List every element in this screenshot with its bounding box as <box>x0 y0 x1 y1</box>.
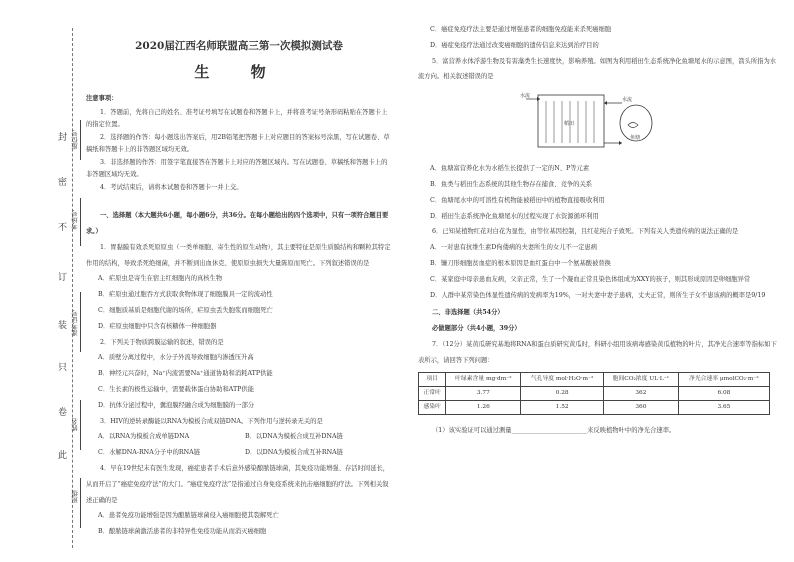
seat-number-line <box>80 120 81 160</box>
binding-margin <box>0 0 82 562</box>
question-option: A．患者免疫功能增强是因为酿脓链球菌侵入癌细胞使其裂解死亡 <box>98 512 279 520</box>
table-cell: 6.08 <box>678 386 769 400</box>
table-cell: 感染叶 <box>419 400 446 414</box>
seal-char: 此 <box>58 451 68 461</box>
seal-dashed-line <box>72 28 73 548</box>
table-cell: 3.65 <box>678 400 769 414</box>
name-line <box>80 400 81 450</box>
table-cell: 362 <box>603 386 678 400</box>
question-stem: 1．胃黏膜有效杀死原原虫（一类单细胞、寄生性的原生动物），其主要特征是原生质膜结构和颗粒其特定作用的结构，导致杀死绝细菌，并不断到出血休克、使原原虫损失大量陈原而死亡。下列叙述错误的是 <box>86 243 391 267</box>
table-cell: 0.28 <box>521 386 604 400</box>
exam-title: 2020届江西名师联盟高三第一次模拟测试卷 <box>135 40 343 52</box>
question-option: C．生长素的极性运输中，需要载体蛋白协助和ATP供能 <box>98 386 254 394</box>
seal-char: 封 <box>58 133 68 143</box>
table-cell: 3.77 <box>446 386 521 400</box>
question-option: D．癌症免疫疗法通过改变癌细胞的遗传信息来达到治疗目的 <box>430 41 599 49</box>
admission-number-line <box>80 292 81 352</box>
question-option: B．疟原虫通过胞吞方式获取食物体现了细胞膜具一定的流动性 <box>98 291 273 299</box>
section-heading: 一、选择题（本大题共6小题，每小题6分，共36分。在每小题给出的四个选项中，只有一项符合题目要求。） <box>86 212 389 236</box>
question-option: D．疟原虫细胞中只含有核糖体一种细胞器 <box>98 322 217 330</box>
question-stem: 2．下列关于物质跨膜运输的叙述，错误的是 <box>100 338 224 346</box>
data-table <box>418 372 770 415</box>
table-cell: 正常叶 <box>419 386 446 400</box>
seal-char: 密 <box>58 178 68 188</box>
seal-char: 只 <box>58 363 68 373</box>
table-header-cell: 气孔导度 mol·H₂O·m⁻² <box>521 372 604 386</box>
question-stem: 6．已知某植物红花对白花为显性，由等位基因控制，且红花纯合子致死。下列有关人类遗传病的说法正确的是 <box>432 228 739 236</box>
diagram-label-inflow: 水流 <box>520 93 531 100</box>
section-heading: 二、非选择题（共54分） <box>432 309 504 317</box>
table-row <box>419 400 770 414</box>
exam-room-line <box>80 198 81 246</box>
question-stem: 7．（12分）某黄瓜研究基地将RNA和蛋白质研究黄瓜时，科研小组用该病毒感染黄瓜植物的叶片，其净光合速率等指标如下表所示，请回答下列问题： <box>418 340 777 364</box>
question-option: A．鱼塘富营养化水为水稻生长提供了一定的N、P等元素 <box>430 165 590 173</box>
question-stem: 5．富营养水体浮游生物及有害藻类生长速度快，影响养殖。如图为利用稻田生态系统净化鱼塘尾水的示意图，箭头所指为水流方向。相关叙述错误的是 <box>418 57 777 81</box>
subject-title: 生 物 <box>194 63 284 81</box>
question-option: A．一对患有抗维生素D佝偻病的夫妻所生的女儿不一定患病 <box>430 244 598 252</box>
question-option: B．神经元兴奋时，Na⁺内流需要Na⁺通道协助和消耗ATP供能 <box>98 370 273 378</box>
question-option: D．以DNA为模板合成互补RNA链 <box>245 449 343 457</box>
option-row <box>86 429 392 445</box>
seal-char: 不 <box>58 223 68 233</box>
seal-char: 订 <box>58 273 68 283</box>
table-cell: 360 <box>603 400 678 414</box>
table-header-cell: 胞间CO₂浓度 UL·L⁻¹ <box>603 372 678 386</box>
table-cell: 1.52 <box>521 400 604 414</box>
question-option: C．癌症免疫疗法主要是通过增强患者的细胞免疫能来杀死癌细胞 <box>430 26 612 33</box>
question-option: B．酿脓链球菌激活患者的非特异性免疫功能从而消灭癌细胞 <box>98 528 267 536</box>
right-column <box>418 0 780 562</box>
table-header-cell: 叶绿素含量 mg·dm⁻² <box>446 372 521 386</box>
question-option: D．稻田生态系统净化鱼塘尾水的过程实现了水资源循环利用 <box>430 212 599 220</box>
note-item: 1．答题前，先将自己的姓名、准考证号填写在试题卷和答题卡上，并将准考证号条形码粘贴在答题卡上的指定位置。 <box>86 108 388 129</box>
admission-number-label: 准考证号 <box>71 310 79 336</box>
question-option: B．鱼类与稻田生态系统的其他生物存在捕食、竞争的关系 <box>430 180 593 188</box>
diagram-label-outflow: 水流 <box>622 97 633 104</box>
question-option: C．鱼塘尾水中的可溶性有机物能被稻田中的植物直接吸收利用 <box>430 196 605 204</box>
class-line <box>80 478 81 528</box>
question-option: B．以DNA为模板合成互补DNA链 <box>245 433 343 441</box>
notes-title: 注意事项： <box>86 95 118 102</box>
diagram-label-pond: 鱼塘 <box>630 135 641 142</box>
table-cell: 1.26 <box>446 400 521 414</box>
question-option: A．以RNA为模板合成单链DNA <box>98 433 190 441</box>
question-option: C．细胞质基质是细胞代谢的场所，疟原虫丢失胞浆而细胞死亡 <box>98 307 273 315</box>
rice-pond-diagram <box>518 89 658 155</box>
name-label: 姓名 <box>71 418 79 431</box>
seal-char: 卷 <box>58 408 68 418</box>
question-stem: 4．早在19世纪末有医生发现，癌症患者手术后意外感染酿脓链球菌，其免疫功能增强、存活时间延长，从而开启了“癌症免疫疗法”的大门。“癌症免疫疗法”是指通过自身免疫系统来抗击癌细胞的疗法。下列相关叙述正确的是 <box>86 465 390 504</box>
question-subpart: （1）该实验证可以通过测量________________________来反映植物叶中的净光合速率。 <box>432 426 676 434</box>
question-option: A．质壁分离过程中，水分子外流导致细胞内渗透压升高 <box>98 354 254 362</box>
seal-char: 装 <box>58 321 68 331</box>
question-option: B．镰刀形细胞贫血症的根本原因是血红蛋白中一个氨基酸被替换 <box>430 259 611 267</box>
table-row <box>419 386 770 400</box>
exam-room-label: 考场号 <box>71 210 79 230</box>
table-header-cell: 净光合速率 μmolCO₂·m⁻² <box>678 372 769 386</box>
diagram-label-field: 稻田 <box>564 121 575 128</box>
option-row <box>86 445 392 461</box>
question-option: C．水解DNA-RNA分子中的RNA链 <box>98 449 201 457</box>
question-option: C．某家庭中母亲患血友病，父亲正常，生了一个凝血正常且染色体组成为XXY的孩子，则其形成原因是卵细胞异常 <box>430 275 751 283</box>
question-option: D．抗体分泌过程中，囊泡膜经融合成为细胞膜的一部分 <box>98 401 255 409</box>
table-header-row <box>419 372 770 386</box>
question-stem: 3．HIV的逆转录酶能以RNA为模板合成双链DNA。下列作用与逆转录无关的是 <box>100 417 323 425</box>
seat-number-label: 座位号 <box>71 130 79 150</box>
note-item: 4．考试结束后，请将本试题卷和答题卡一并上交。 <box>100 183 243 191</box>
note-item: 2．选择题的作答：每小题选出答案后，用2B铅笔把答题卡上对应题目的答案标号涂黑，写在试题卷、草稿纸和答题卡上的非答题区域均无效。 <box>86 133 390 154</box>
note-item: 3．非选择题的作答：用签字笔直接答在答题卡上对应的答题区域内。写在试题卷、草稿纸和答题卡上的非答题区域均无效。 <box>86 158 388 179</box>
class-label: 班级 <box>71 490 79 503</box>
table-header-cell: 项目 <box>419 372 446 386</box>
left-column <box>86 0 392 562</box>
required-heading: 必做题部分（共4小题，39分） <box>432 325 521 333</box>
question-option: D．人群中某常染色体显性遗传病的发病率为19%，一对夫妻中妻子患病，丈夫正常，则所生子女不患该病的概率是9/19 <box>430 291 766 299</box>
question-option: A．疟原虫是寄生在宿主红细胞内的真核生物 <box>98 275 223 283</box>
